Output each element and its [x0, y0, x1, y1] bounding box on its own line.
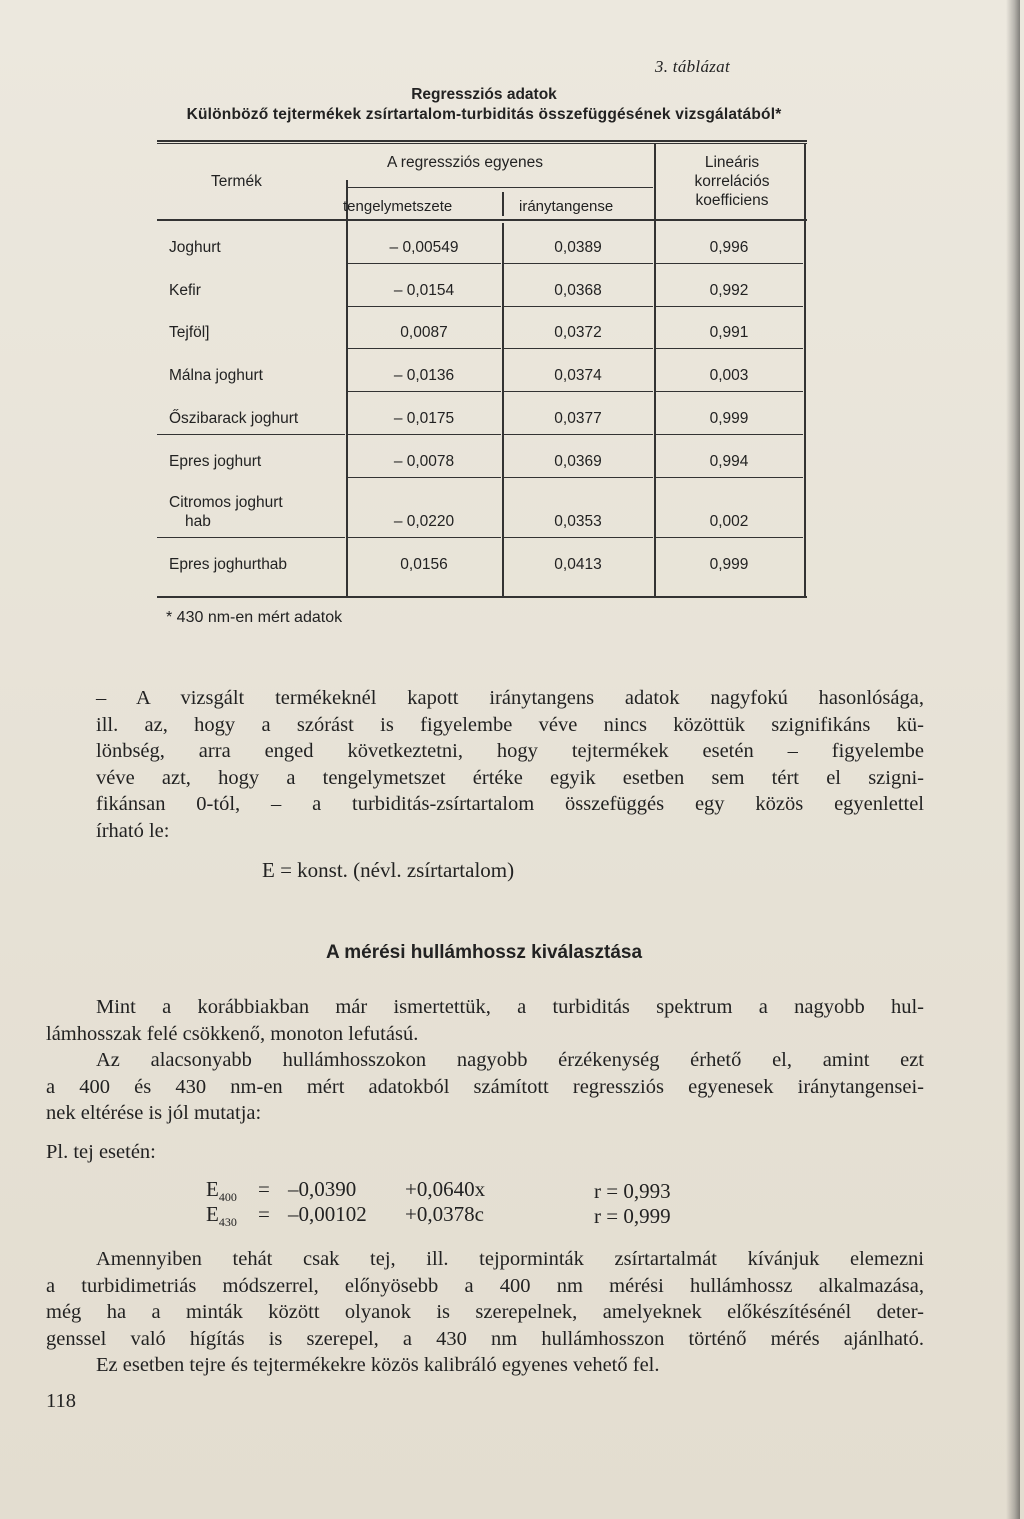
paragraph-line: Mint a korábbiakban már ismertettük, a turbiditás spektrum a nagyobb hul-: [96, 996, 924, 1018]
paragraph-line: írható le:: [96, 819, 170, 842]
row-slope: 0,0353: [554, 513, 602, 530]
row-slope: 0,0413: [554, 556, 602, 573]
paragraph-line: – A vizsgált termékeknél kapott iránytangens adatok nagyfokú hasonlósága,: [96, 687, 924, 709]
eq-slope: +0,0378c: [405, 1202, 484, 1226]
eq-r: r = 0,999: [594, 1204, 671, 1228]
row-r: 0,992: [709, 282, 749, 299]
header-regression: A regressziós egyenes: [387, 154, 543, 171]
row-intercept: – 0,0154: [393, 282, 455, 299]
paragraph-line: lámhosszak felé csökkenő, monoton lefutású.: [46, 1022, 419, 1045]
eq-equals: =: [258, 1202, 270, 1226]
row-intercept: – 0,0175: [393, 410, 455, 427]
table-footnote: * 430 nm-en mért adatok: [166, 609, 343, 626]
regression-table: [157, 140, 807, 600]
eq-symbol: E: [206, 1177, 219, 1201]
row-r: 0,999: [709, 410, 749, 427]
row-slope: 0,0372: [554, 324, 602, 341]
row-r: 0,991: [709, 324, 749, 341]
row-product: Citromos joghurt: [169, 494, 283, 511]
table-subtitle: Különböző tejtermékek zsírtartalom-turbiditás összefüggésének vizsgálatából*: [186, 106, 782, 123]
paragraph-line: ill. az, hogy a szórást is figyelembe véve nincs közöttük szignifikáns kü-: [96, 713, 924, 736]
page-edge-shadow: [1006, 0, 1020, 1519]
row-product: Tejföl]: [169, 324, 210, 341]
row-intercept: – 0,0220: [393, 513, 455, 530]
paragraph-line: még ha a minták között olyanok is szerepelnek, amelyeknek előkészítésénél deter-: [46, 1301, 924, 1323]
paragraph-line: genssel való hígítás is szerepel, a 430 nm hullámhosszon történő mérés ajánlható.: [46, 1327, 924, 1350]
paragraph-line: a turbidimetriás módszerrel, előnyösebb a 400 nm mérési hullámhossz alkalmazása,: [46, 1274, 924, 1297]
paragraph-line: a 400 és 430 nm-en mért adatokból számított regressziós egyenesek iránytangensei-: [46, 1075, 924, 1098]
row-product: Joghurt: [169, 239, 221, 256]
eq-intercept: –0,0390: [288, 1177, 357, 1201]
main-formula: E = konst. (névl. zsírtartalom): [262, 858, 515, 882]
eq-intercept: –0,00102: [288, 1202, 367, 1226]
eq-r: r = 0,993: [594, 1179, 671, 1203]
header-slope: iránytangense: [519, 198, 614, 215]
eq-symbol: E: [206, 1202, 219, 1226]
row-r: 0,996: [709, 239, 749, 256]
row-product-continued: hab: [185, 513, 211, 530]
row-slope: 0,0369: [554, 453, 602, 470]
paragraph-3: [46, 1246, 924, 1379]
eq-subscript: 400: [218, 1190, 237, 1205]
row-slope: 0,0368: [554, 282, 602, 299]
row-product: Málna joghurt: [169, 367, 263, 384]
row-product: Őszibarack joghurt: [169, 410, 299, 427]
header-correlation-2: korrelációs: [694, 173, 770, 190]
header-correlation-1: Lineáris: [704, 154, 760, 171]
row-intercept: – 0,0136: [393, 367, 455, 384]
row-intercept: – 0,00549: [389, 239, 459, 256]
eq-equals: =: [258, 1177, 270, 1201]
paragraph-line: Ez esetben tejre és tejtermékekre közös kalibráló egyenes vehető fel.: [96, 1354, 660, 1376]
row-slope: 0,0374: [554, 367, 602, 384]
paragraph-1: [96, 685, 924, 844]
row-product: Epres joghurt: [169, 453, 262, 470]
row-product: Epres joghurthab: [169, 556, 288, 573]
section-title: A mérési hullámhossz kiválasztása: [325, 942, 643, 963]
table-label: 3. táblázat: [654, 57, 730, 76]
row-r: 0,999: [709, 556, 749, 573]
paragraph-line: Amennyiben tehát csak tej, ill. tejporminták zsírtartalmát kívánjuk elemezni: [96, 1248, 924, 1270]
row-product: Kefir: [169, 282, 201, 299]
eq-subscript: 430: [218, 1215, 237, 1230]
eq-slope: +0,0640x: [405, 1177, 486, 1201]
example-label: Pl. tej esetén:: [46, 1141, 156, 1163]
header-correlation-3: koefficiens: [695, 192, 769, 209]
row-r: 0,002: [709, 513, 749, 530]
row-intercept: 0,0087: [400, 324, 448, 341]
paragraph-line: Az alacsonyabb hullámhosszokon nagyobb érzékenység érhető el, amint ezt: [96, 1049, 924, 1071]
row-slope: 0,0389: [554, 239, 602, 256]
row-r: 0,994: [709, 453, 749, 470]
paragraph-line: nek eltérése is jól mutatja:: [46, 1102, 262, 1124]
equation-e430: [206, 1202, 237, 1230]
paragraph-line: fikánsan 0-tól, – a turbiditás-zsírtartalom összefüggés egy közös egyenlettel: [96, 793, 924, 815]
row-r: 0,003: [709, 367, 749, 384]
row-intercept: 0,0156: [400, 556, 448, 573]
paragraph-2: [46, 994, 924, 1127]
header-intercept: tengelymetszete: [343, 198, 453, 215]
page-number: 118: [46, 1390, 76, 1412]
row-intercept: – 0,0078: [393, 453, 455, 470]
header-product: Termék: [211, 173, 262, 190]
row-slope: 0,0377: [554, 410, 602, 427]
table-title: Regressziós adatok: [411, 86, 557, 103]
paragraph-line: lönbség, arra enged következtetni, hogy tejtermékek esetén – figyelembe: [96, 740, 924, 762]
equation-e400: [206, 1177, 237, 1205]
paragraph-line: véve azt, hogy a tengelymetszet értéke egyik esetben sem tért el szigni-: [96, 766, 924, 789]
